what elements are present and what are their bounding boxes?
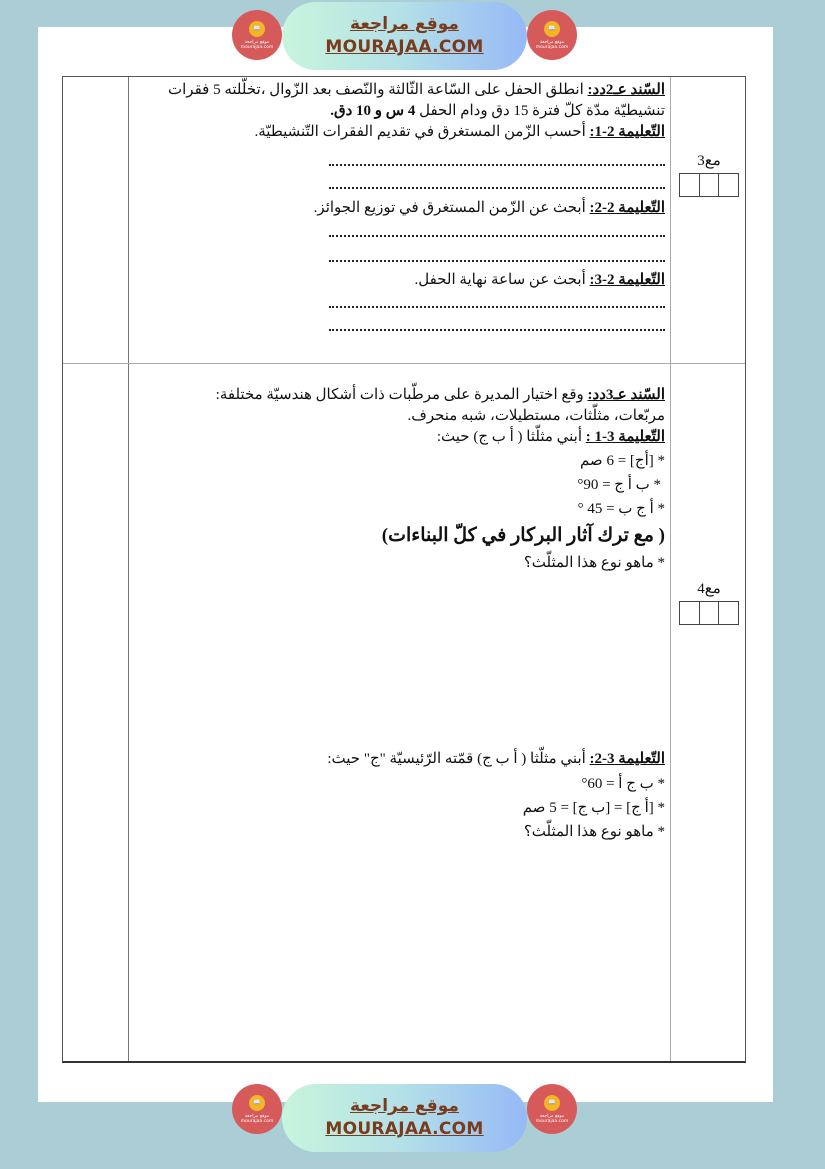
logo-caption: موقع مراجعة mourajaa.com <box>535 1113 569 1124</box>
book-icon: 📖 <box>249 1095 265 1111</box>
score-box-section-3 <box>679 579 739 625</box>
site-name-pill[interactable] <box>282 1084 527 1152</box>
condition-3-1-c: * أ ج ب = 45 ° <box>577 501 665 517</box>
instruction-2-1: التّعليمة 2-1: أحسب الزّمن المستغرق في تقديم الفقرات التّنشيطيّة. <box>254 124 665 140</box>
site-name-english: MOURAJAA.COM <box>325 1119 484 1139</box>
column-divider <box>670 77 671 1061</box>
book-icon: 📖 <box>544 21 560 37</box>
score-label: مع3 <box>697 153 721 169</box>
site-logo-left <box>232 1084 282 1134</box>
question-3-2: * ماهو نوع هذا المثلّث؟ <box>523 824 665 840</box>
support-2-line-1: السّند عـ2دد: انطلق الحفل على السّاعة الثّالثة والنّصف بعد الزّوال ،تخلّلته 5 فقرات <box>168 82 665 98</box>
score-cells[interactable] <box>679 173 739 197</box>
site-name-arabic: موقع مراجعة <box>350 1096 459 1116</box>
score-box-section-2 <box>679 151 739 197</box>
instruction-2-2: التّعليمة 2-2: أبحث عن الزّمن المستغرق في توزيع الجوائز. <box>313 200 665 216</box>
site-name-english: MOURAJAA.COM <box>325 37 484 57</box>
row-divider <box>63 363 745 364</box>
instruction-3-2: التّعليمة 3-2: أبني مثلّثا ( أ ب ج) قمّته الرّئيسيّة "ج" حيث: <box>327 751 665 767</box>
instruction-2-3: التّعليمة 2-3: أبحث عن ساعة نهاية الحفل. <box>414 272 665 288</box>
site-logo-right <box>527 1084 577 1134</box>
footer-banner <box>0 1079 825 1154</box>
logo-caption: موقع مراجعة mourajaa.com <box>240 1113 274 1124</box>
answer-line[interactable] <box>329 187 665 189</box>
site-logo-right <box>527 10 577 60</box>
answer-line[interactable] <box>329 235 665 237</box>
answer-line[interactable] <box>329 329 665 331</box>
condition-3-1-b: * ب أ ج = 90° <box>577 477 661 493</box>
support-2-line-2: تنشيطيّة مدّة كلّ فترة 15 دق ودام الحفل 4 س و 10 دق. <box>330 103 665 119</box>
support-3-line-2: مربّعات، مثلّثات، مستطيلات، شبه منحرف. <box>407 408 665 424</box>
support-3-line-1: السّند عـ3دد: وقع اختيار المديرة على مرطّبات ذات أشكال هندسيّة مختلفة: <box>215 387 665 403</box>
column-divider <box>128 77 129 1061</box>
answer-line[interactable] <box>329 164 665 166</box>
question-3-1: * ماهو نوع هذا المثلّث؟ <box>523 555 665 571</box>
condition-3-2-b: * [أ ج] = [ب ج] = 5 صم <box>522 800 665 816</box>
site-name-arabic: موقع مراجعة <box>350 14 459 34</box>
site-name-pill[interactable] <box>282 2 527 70</box>
score-cells[interactable] <box>679 601 739 625</box>
condition-3-1-a: * [أج] = 6 صم <box>579 453 665 469</box>
instruction-3-1: التّعليمة 3-1 : أبني مثلّثا ( أ ب ج) حيث: <box>436 429 665 445</box>
score-label: مع4 <box>697 581 721 597</box>
answer-line[interactable] <box>329 260 665 262</box>
site-logo-left <box>232 10 282 60</box>
answer-line[interactable] <box>329 306 665 308</box>
logo-caption: موقع مراجعة mourajaa.com <box>535 39 569 50</box>
logo-caption: موقع مراجعة mourajaa.com <box>240 39 274 50</box>
book-icon: 📖 <box>544 1095 560 1111</box>
exercise-table <box>62 76 746 1063</box>
header-banner <box>0 0 825 75</box>
book-icon: 📖 <box>249 21 265 37</box>
compass-note: ( مع ترك آثار البركار في كلّ البناءات) <box>381 525 665 546</box>
condition-3-2-a: * ب ج أ = 60° <box>581 776 665 792</box>
